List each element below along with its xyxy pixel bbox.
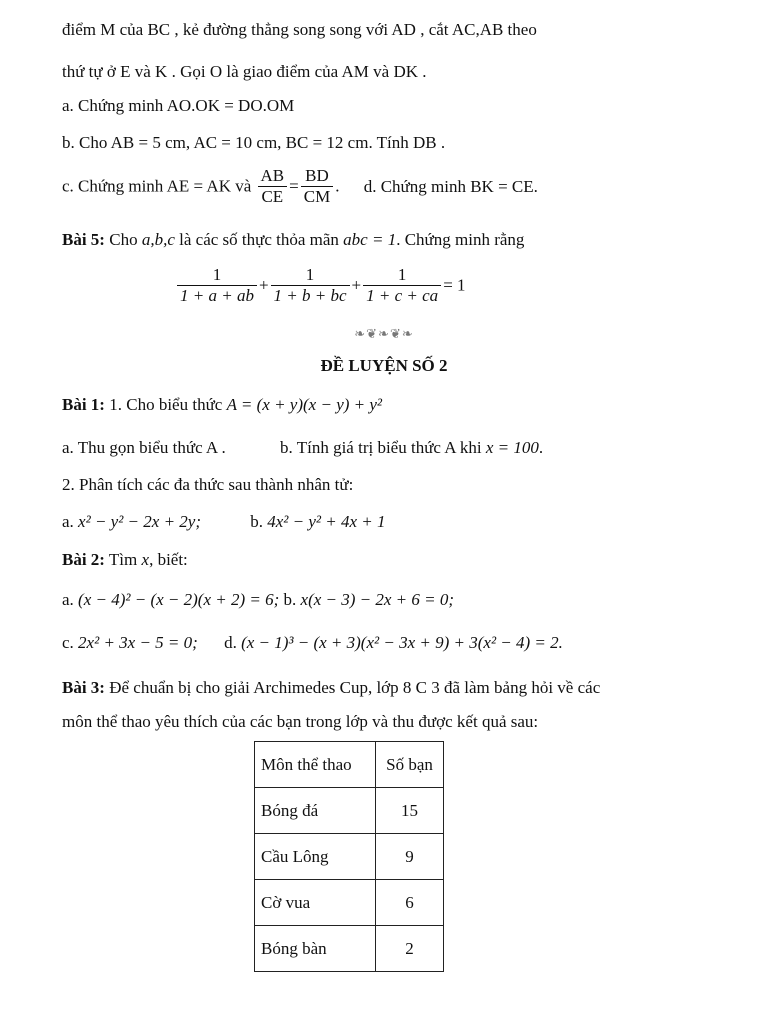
bai2-ab bbox=[62, 590, 454, 610]
table-cell-count: 15 bbox=[376, 788, 444, 834]
bai5-f2-den: 1 + b + bc bbox=[271, 285, 350, 306]
bai5-plus-2: + bbox=[351, 275, 362, 295]
part-b-math: AB = 5 cm, AC = 10 cm, BC = 12 cm bbox=[110, 133, 369, 152]
bai5-frac-3 bbox=[363, 265, 441, 306]
bai1-q2a: x² − y² − 2x + 2y; bbox=[78, 512, 201, 531]
bai2-a: (x − 4)² − (x − 2)(x + 2) = 6; bbox=[78, 590, 280, 609]
intro-line-1: điểm M của BC , kẻ đường thẳng song song với AD , cắt AC,AB theo bbox=[62, 20, 537, 39]
bai2-statement bbox=[62, 550, 188, 570]
bai2-b: x(x − 3) − 2x + 6 = 0; bbox=[300, 590, 455, 609]
part-c-d bbox=[62, 166, 538, 207]
bai3-statement bbox=[62, 678, 600, 698]
part-c-f2-den: CM bbox=[301, 186, 333, 207]
part-c-fraction-1 bbox=[258, 166, 288, 207]
bai5-f2-num: 1 bbox=[305, 265, 315, 284]
bai2-text: Tìm bbox=[104, 550, 142, 569]
table-cell-count: 2 bbox=[376, 926, 444, 972]
bai5-statement bbox=[62, 230, 524, 250]
bai1-q2a-label: a. bbox=[62, 512, 79, 531]
part-a-math: AO.OK = DO.OM bbox=[166, 96, 295, 115]
part-c-label: c. Chứng minh AE = AK và bbox=[62, 176, 252, 196]
table-row bbox=[255, 926, 444, 972]
bai2-a-label: a. bbox=[62, 590, 79, 609]
table-row bbox=[255, 788, 444, 834]
table-header-sport: Môn thể thao bbox=[255, 742, 376, 788]
bai5-rhs: = 1 bbox=[443, 275, 466, 295]
bai2-cd bbox=[62, 633, 563, 653]
table-cell-sport: Cầu Lông bbox=[255, 834, 376, 880]
bai5-frac-2 bbox=[271, 265, 350, 306]
section-title: ĐỀ LUYỆN SỐ 2 bbox=[320, 356, 448, 375]
bai5-vars: a,b,c bbox=[141, 230, 175, 249]
bai2-c: 2x² + 3x − 5 = 0; bbox=[78, 633, 198, 652]
bai1-qb-tail: . bbox=[538, 438, 544, 457]
bai1-q2-parts bbox=[62, 512, 386, 532]
part-a-label: a. Chứng minh bbox=[62, 96, 167, 115]
bai5-f1-den: 1 + a + ab bbox=[177, 285, 257, 306]
bai1-label: Bài 1: bbox=[62, 395, 105, 414]
bai5-identity bbox=[175, 265, 466, 306]
table-header-row bbox=[255, 742, 444, 788]
bai5-f1-num: 1 bbox=[212, 265, 222, 284]
bai1-qb-math: x = 100 bbox=[485, 438, 539, 457]
bai2-label: Bài 2: bbox=[62, 550, 105, 569]
bai1-questions bbox=[62, 438, 543, 458]
sports-table bbox=[254, 741, 444, 972]
part-b bbox=[62, 133, 445, 153]
bai5-frac-1 bbox=[177, 265, 257, 306]
bai3-text1: Để chuẩn bị cho giải Archimedes Cup, lớp 8 C 3 đã làm bảng hỏi về các bbox=[104, 678, 601, 697]
bai2-tail: , biết: bbox=[149, 550, 188, 569]
bai1-text: 1. Cho biểu thức bbox=[104, 395, 227, 414]
part-c-dot: . bbox=[335, 176, 340, 196]
bai5-f3-den: 1 + c + ca bbox=[363, 285, 441, 306]
part-b-tail: . Tính DB . bbox=[368, 133, 446, 152]
part-c-equals: = bbox=[289, 176, 299, 196]
table-header-count: Số bạn bbox=[376, 742, 444, 788]
table-cell-count: 9 bbox=[376, 834, 444, 880]
bai1-qa: a. Thu gọn biểu thức A . bbox=[62, 438, 226, 457]
bai1-expr: A = (x + y)(x − y) + y² bbox=[226, 395, 383, 414]
bai1-q2b: 4x² − y² + 4x + 1 bbox=[267, 512, 386, 531]
bai5-plus-1: + bbox=[258, 275, 269, 295]
intro-line-2: thứ tự ở E và K . Gọi O là giao điểm của AM và DK . bbox=[62, 62, 427, 81]
ornament-divider: ❧❦❧❦❧ bbox=[354, 326, 414, 341]
bai1-q2b-label: b. bbox=[250, 512, 268, 531]
bai5-text1: Cho bbox=[104, 230, 142, 249]
table-cell-sport: Bóng bàn bbox=[255, 926, 376, 972]
part-c-f1-den: CE bbox=[258, 186, 288, 207]
table-row bbox=[255, 834, 444, 880]
bai2-d: (x − 1)³ − (x + 3)(x² − 3x + 9) + 3(x² − 4) = 2. bbox=[241, 633, 563, 652]
bai2-var: x bbox=[141, 550, 150, 569]
bai2-b-label: b. bbox=[279, 590, 301, 609]
part-a bbox=[62, 96, 294, 116]
bai5-text2: là các số thực thỏa mãn bbox=[174, 230, 344, 249]
table-cell-sport: Cờ vua bbox=[255, 880, 376, 926]
table-row bbox=[255, 880, 444, 926]
bai1-q2: 2. Phân tích các đa thức sau thành nhân tử: bbox=[62, 475, 354, 494]
part-c-fraction-2 bbox=[301, 166, 333, 207]
table-cell-sport: Bóng đá bbox=[255, 788, 376, 834]
part-c-f1-num: AB bbox=[260, 166, 285, 185]
bai2-c-label: c. bbox=[62, 633, 79, 652]
bai2-d-label: d. bbox=[224, 633, 242, 652]
bai5-label: Bài 5: bbox=[62, 230, 105, 249]
bai5-text3: . Chứng minh rằng bbox=[396, 230, 525, 249]
bai3-label: Bài 3: bbox=[62, 678, 105, 697]
table-cell-count: 6 bbox=[376, 880, 444, 926]
part-c-f2-num: BD bbox=[305, 166, 329, 185]
bai5-f3-num: 1 bbox=[397, 265, 407, 284]
bai1-qb: b. Tính giá trị biểu thức A khi bbox=[280, 438, 486, 457]
bai5-cond: abc = 1 bbox=[343, 230, 397, 249]
bai3-text2: môn thể thao yêu thích của các bạn trong lớp và thu được kết quả sau: bbox=[62, 712, 539, 731]
part-b-label: b. Cho bbox=[62, 133, 111, 152]
part-d: d. Chứng minh BK = CE. bbox=[363, 176, 538, 196]
bai1-statement bbox=[62, 395, 382, 415]
